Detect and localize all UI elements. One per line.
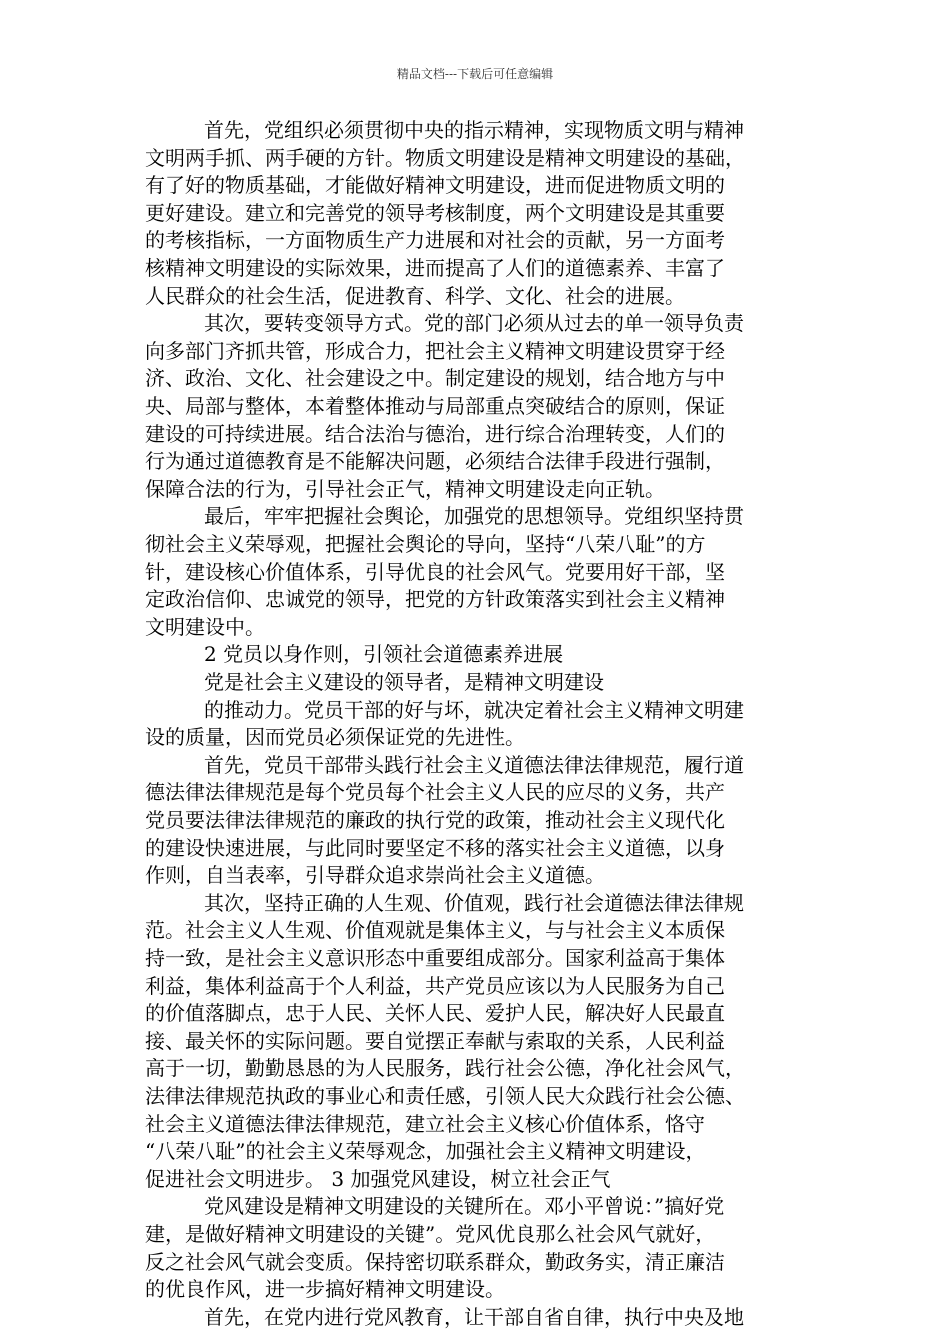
text-line: 党是社会主义建设的领导者，是精神文明建设 [204,670,604,694]
text-line: 的建设快速进展，与此同时要坚定不移的落实社会主义道德，以身 [145,836,725,860]
text-line: 首先，党员干部带头践行社会主义道德法律法律规范，履行道 [204,753,744,777]
text-line: 定政治信仰、忠诚党的领导，把党的方针政策落实到社会主义精神 [145,587,725,611]
text-line: 建设的可持续进展。结合法治与德治，进行综合治理转变，人们的 [145,422,725,446]
text-line: 有了好的物质基础，才能做好精神文明建设，进而促进物质文明的 [145,173,725,197]
text-line: 接、最关怀的实际问题。要自觉摆正奉献与索取的关系，人民利益 [145,1029,725,1053]
text-line: 的价值落脚点，忠于人民、关怀人民、爱护人民，解决好人民最直 [145,1001,725,1025]
text-line: 促进社会文明进步。 3 加强党风建设，树立社会正气 [145,1167,611,1191]
text-line: 行为通过道德教育是不能解决问题，必须结合法律手段进行强制， [145,449,725,473]
text-line: 范。社会主义人生观、价值观就是集体主义，与与社会主义本质保 [145,918,725,942]
text-line: 的推动力。党员干部的好与坏，就决定着社会主义精神文明建 [204,698,744,722]
text-line: 向多部门齐抓共管，形成合力，把社会主义精神文明建设贯穿于经 [145,339,725,363]
text-line: 首先，在党内进行党风教育，让干部自省自律，执行中央及地 [204,1305,744,1329]
text-line: 文明两手抓、两手硬的方针。物质文明建设是精神文明建设的基础， [145,146,745,170]
text-line: 人民群众的社会生活，促进教育、科学、文化、社会的进展。 [145,284,685,308]
text-line: 党员要法律法律规范的廉政的执行党的政策，推动社会主义现代化 [145,808,725,832]
text-line: 持一致，是社会主义意识形态中重要组成部分。国家利益高于集体 [145,946,725,970]
text-line: 针，建设核心价值体系，引导优良的社会风气。党要用好干部，坚 [145,560,725,584]
text-line: 建，是做好精神文明建设的关键”。党风优良那么社会风气就好， [145,1222,716,1246]
text-line: 法律法律规范执政的事业心和责任感，引领人民大众践行社会公德、 [145,1084,745,1108]
text-line: 最后，牢牢把握社会舆论，加强党的思想领导。党组织坚持贯 [204,504,744,528]
text-line: 保障合法的行为，引导社会正气，精神文明建设走向正轨。 [145,477,665,501]
text-line: 党风建设是精神文明建设的关键所在。邓小平曾说：”搞好党 [204,1194,725,1218]
text-line: 彻社会主义荣辱观，把握社会舆论的导向，坚持“八荣八耻”的方 [145,532,706,556]
text-line: 其次，坚持正确的人生观、价值观，践行社会道德法律法律规 [204,891,744,915]
text-line: 首先，党组织必须贯彻中央的指示精神，实现物质文明与精神 [204,118,744,142]
text-line: 利益，集体利益高于个人利益，共产党员应该以为人民服务为自己 [145,974,725,998]
text-line: 其次，要转变领导方式。党的部门必须从过去的单一领导负责 [204,311,744,335]
text-line: 作则，自当表率，引导群众追求崇尚社会主义道德。 [145,863,605,887]
text-line: “八荣八耻”的社会主义荣辱观念，加强社会主义精神文明建设， [145,1139,706,1163]
text-line: 高于一切，勤勤恳恳的为人民服务，践行社会公德，净化社会风气， [145,1056,745,1080]
page-header: 精品文档---下载后可任意编辑 [396,67,554,81]
document-body [0,118,950,1328]
text-line: 反之社会风气就会变质。保持密切联系群众，勤政务实，清正廉洁 [145,1250,725,1274]
text-line: 的优良作风，进一步搞好精神文明建设。 [145,1277,505,1301]
text-line: 文明建设中。 [145,615,265,639]
text-line: 德法律法律规范是每个党员每个社会主义人民的应尽的义务，共产 [145,780,725,804]
text-line: 济、政治、文化、社会建设之中。制定建设的规划，结合地方与中 [145,366,725,390]
text-line: 设的质量，因而党员必须保证党的先进性。 [145,725,525,749]
text-line: 的考核指标，一方面物质生产力进展和对社会的贡献，另一方面考 [145,228,725,252]
text-line: 更好建设。建立和完善党的领导考核制度，两个文明建设是其重要 [145,201,725,225]
text-line: 央、局部与整体，本着整体推动与局部重点突破结合的原则，保证 [145,394,725,418]
text-line: 核精神文明建设的实际效果，进而提高了人们的道德素养、丰富了 [145,256,725,280]
text-line: 社会主义道德法律法律规范，建立社会主义核心价值体系，恪守 [145,1112,705,1136]
text-line: 2 党员以身作则，引领社会道德素养进展 [204,642,564,666]
